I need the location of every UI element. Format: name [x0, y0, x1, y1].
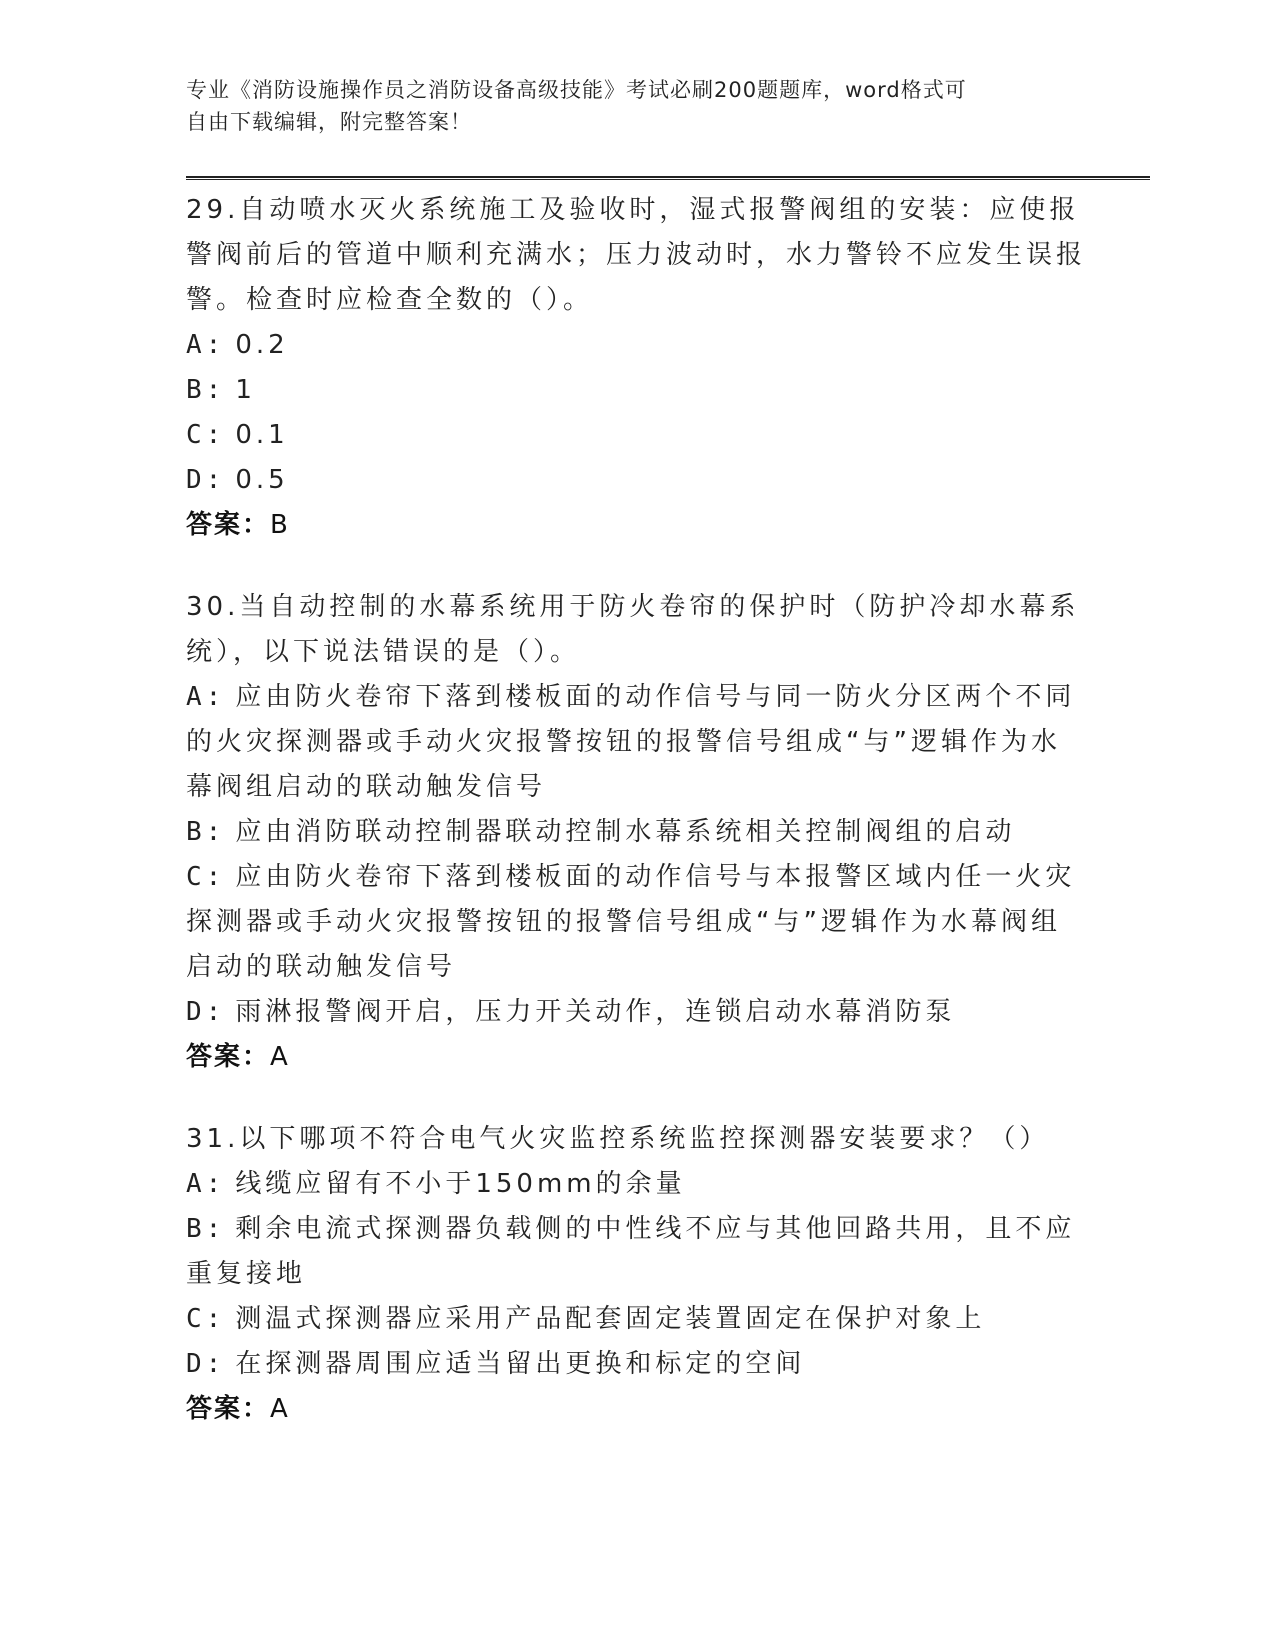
option-text: 应由防火卷帘下落到楼板面的动作信号与同一防火分区两个不同的火灾探测器或手动火灾报警按钮的报警信号组成“与”逻辑作为水幕阀组启动的联动触发信号: [186, 682, 1076, 802]
document-header: [186, 74, 1066, 138]
option-letter: D:: [186, 1349, 226, 1379]
question-30: [186, 585, 1086, 1080]
answer-value: A: [270, 1394, 290, 1424]
option-letter: C:: [186, 420, 226, 450]
header-line-2: 自由下载编辑，附完整答案！: [186, 110, 472, 134]
option-a: [186, 1162, 1086, 1207]
option-text: 0.1: [235, 420, 289, 450]
answer-line: [186, 503, 1086, 548]
option-text: 剩余电流式探测器负载侧的中性线不应与其他回路共用，且不应重复接地: [186, 1214, 1076, 1289]
answer-value: A: [270, 1042, 290, 1072]
option-d: [186, 990, 1086, 1035]
question-list: [186, 188, 1086, 1469]
answer-line: [186, 1035, 1086, 1080]
answer-label: 答案：: [186, 1042, 271, 1072]
option-c: [186, 855, 1086, 990]
option-a: [186, 675, 1086, 810]
header-divider: [186, 176, 1150, 180]
option-text: 线缆应留有不小于150mm的余量: [235, 1169, 686, 1199]
answer-line: [186, 1387, 1086, 1432]
option-b: [186, 368, 1086, 413]
option-text: 在探测器周围应适当留出更换和标定的空间: [235, 1349, 806, 1379]
header-line-1: 专业《消防设施操作员之消防设备高级技能》考试必刷200题题库，word格式可: [186, 78, 967, 102]
option-a: [186, 323, 1086, 368]
option-letter: A:: [186, 1169, 226, 1199]
option-text: 测温式探测器应采用产品配套固定装置固定在保护对象上: [235, 1304, 986, 1334]
option-letter: A:: [186, 682, 226, 712]
option-letter: D:: [186, 465, 226, 495]
answer-label: 答案：: [186, 510, 271, 540]
option-text: 1: [235, 375, 256, 405]
option-text: 0.2: [235, 330, 289, 360]
option-letter: C:: [186, 1304, 226, 1334]
question-text: 31.以下哪项不符合电气火灾监控系统监控探测器安装要求？（）: [186, 1124, 1050, 1154]
option-letter: B:: [186, 1214, 226, 1244]
option-b: [186, 810, 1086, 855]
option-d: [186, 1342, 1086, 1387]
option-text: 雨淋报警阀开启，压力开关动作，连锁启动水幕消防泵: [235, 997, 956, 1027]
option-letter: B:: [186, 817, 226, 847]
option-c: [186, 413, 1086, 458]
question-29: [186, 188, 1086, 548]
option-text: 应由防火卷帘下落到楼板面的动作信号与本报警区域内任一火灾探测器或手动火灾报警按钮的报警信号组成“与”逻辑作为水幕阀组启动的联动触发信号: [186, 862, 1076, 982]
option-d: [186, 458, 1086, 503]
option-letter: C:: [186, 862, 226, 892]
option-text: 应由消防联动控制器联动控制水幕系统相关控制阀组的启动: [235, 817, 1016, 847]
option-letter: A:: [186, 330, 226, 360]
question-text: 29.自动喷水灭火系统施工及验收时，湿式报警阀组的安装：应使报警阀前后的管道中顺利充满水；压力波动时，水力警铃不应发生误报警。检查时应检查全数的（）。: [186, 195, 1087, 315]
option-c: [186, 1297, 1086, 1342]
option-letter: D:: [186, 997, 226, 1027]
answer-value: B: [270, 510, 290, 540]
question-31: [186, 1117, 1086, 1432]
option-b: [186, 1207, 1086, 1297]
option-text: 0.5: [235, 465, 289, 495]
answer-label: 答案：: [186, 1394, 271, 1424]
question-text: 30.当自动控制的水幕系统用于防火卷帘的保护时（防护冷却水幕系统），以下说法错误的是（）。: [186, 592, 1080, 667]
option-letter: B:: [186, 375, 226, 405]
